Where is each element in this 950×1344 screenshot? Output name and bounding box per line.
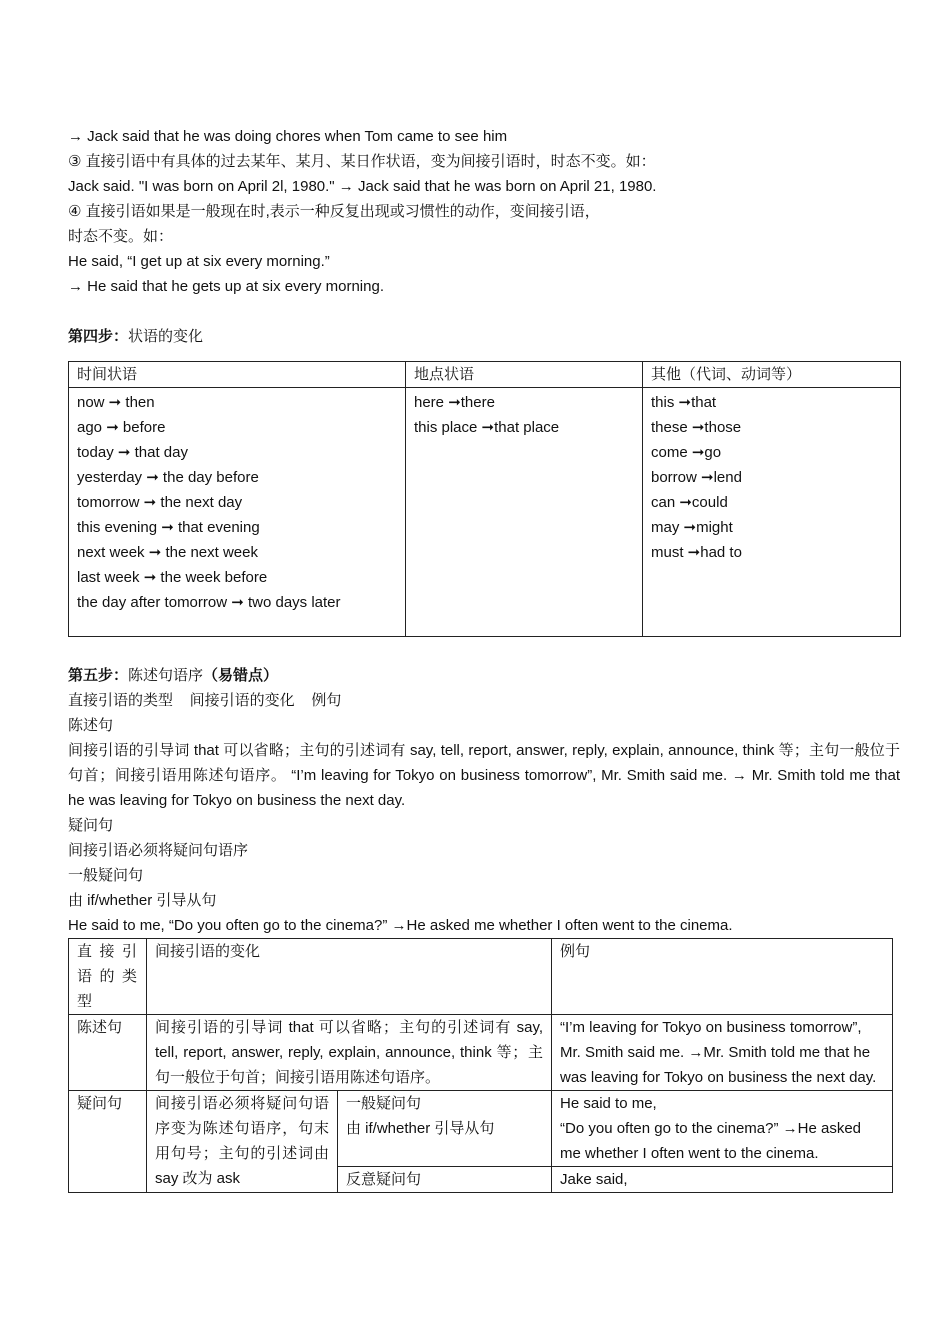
text-paragraph: 间接引语的引导词 that 可以省略；主句的引述词有 say, tell, report, answer, reply, explain, announce, think 等；主句一般位于句首；间接引语用陈述句语序。 “I’m leaving for Tokyo on business tomorrow”, Mr. Smith said me. → Mr. Smith told me that he was leaving for Tokyo on business the next day.	[68, 742, 900, 809]
list-item: the day after tomorrow ➞ two days later	[77, 594, 341, 611]
list-item: borrow ➞lend	[651, 469, 742, 486]
text-line: 疑问句	[68, 817, 114, 834]
list-item: come ➞go	[651, 444, 722, 461]
list-item: this place ➞that place	[414, 419, 560, 436]
text-line: 间接引语必须将疑问句语序	[68, 842, 249, 859]
text-line: 由 if/whether 引导从句	[68, 892, 217, 909]
row-statement-change: 间接引语的引导词 that 可以省略；主句的引述词有 say, tell, report, answer, reply, explain, announce, think 等；主句一般位于句首；间接引语用陈述句语序。	[147, 1015, 552, 1091]
text-line: → He said that he gets up at six every morning.	[68, 278, 384, 295]
header-change: 间接引语的变化	[147, 939, 552, 1015]
list-item: may ➞might	[651, 519, 733, 536]
step5-note: （易错点）	[203, 667, 279, 684]
text-line: 直接引语的类型 间接引语的变化 例句	[68, 692, 342, 709]
example1-a: He said to me,	[560, 1095, 657, 1112]
text-line: He said to me, “Do you often go to the cinema?” →He asked me whether I often went to the cinema.	[68, 917, 733, 934]
text-line: 时态不变。如：	[68, 228, 174, 245]
example1-b: “Do you often go to the cinema?” →He asked me whether I often went to the cinema.	[560, 1120, 862, 1162]
list-item: this evening ➞ that evening	[77, 519, 260, 536]
step4-label: 第四步：	[68, 328, 129, 345]
indirect-speech-table	[68, 938, 893, 1193]
list-item: these ➞those	[651, 419, 742, 436]
text-line: 陈述句	[68, 717, 114, 734]
document-page	[68, 124, 900, 1193]
list-item: must ➞had to	[651, 544, 742, 561]
list-item: this ➞that	[651, 394, 717, 411]
text-line: Jack said. "I was born on April 2l, 1980." → Jack said that he was born on April 21, 1980.	[68, 178, 657, 195]
list-item: today ➞ that day	[77, 444, 188, 461]
row-question-example1	[552, 1091, 893, 1167]
header-time: 时间状语	[69, 362, 406, 388]
row-question-sub1	[338, 1091, 552, 1167]
list-item: ago ➞ before	[77, 419, 166, 436]
header-other: 其他（代词、动词等）	[643, 362, 901, 388]
list-item: next week ➞ the next week	[77, 544, 258, 561]
text-line: → Jack said that he was doing chores when Tom came to see him	[68, 128, 508, 145]
text-line: 一般疑问句	[68, 867, 144, 884]
list-item: now ➞ then	[77, 394, 155, 411]
row-statement-example: “I’m leaving for Tokyo on business tomorrow”, Mr. Smith said me. →Mr. Smith told me that he was leaving for Tokyo on business the next day.	[552, 1015, 893, 1091]
step4-title: 状语的变化	[128, 328, 204, 345]
place-adverbial-cell	[406, 388, 643, 637]
list-item: yesterday ➞ the day before	[77, 469, 259, 486]
list-item: can ➞could	[651, 494, 728, 511]
step4-heading	[68, 324, 900, 349]
text-line: ④ 直接引语如果是一般现在时,表示一种反复出现或习惯性的动作，变间接引语，	[68, 203, 600, 220]
header-place: 地点状语	[406, 362, 643, 388]
adverbial-change-table	[68, 361, 901, 637]
header-example: 例句	[552, 939, 893, 1015]
list-item: last week ➞ the week before	[77, 569, 268, 586]
row-question-sub2: 反意疑问句	[338, 1167, 552, 1193]
list-item: here ➞there	[414, 394, 495, 411]
header-type: 直 接 引 语 的 类 型	[69, 939, 147, 1015]
step5-label: 第五步：	[68, 667, 129, 684]
sub1-title: 一般疑问句	[346, 1095, 422, 1112]
text-line: ③ 直接引语中有具体的过去某年、某月、某日作状语，变为间接引语时，时态不变。如：	[68, 153, 656, 170]
sub1-text: 由 if/whether 引导从句	[346, 1120, 495, 1137]
text-line: He said, “I get up at six every morning.”	[68, 253, 330, 270]
row-statement-type: 陈述句	[69, 1015, 147, 1091]
row-question-type: 疑问句	[69, 1091, 147, 1193]
time-adverbial-cell	[69, 388, 406, 637]
list-item: tomorrow ➞ the next day	[77, 494, 243, 511]
step5-heading	[68, 663, 900, 688]
row-question-example2: Jake said,	[552, 1167, 893, 1193]
other-change-cell	[643, 388, 901, 637]
step5-title: 陈述句语序	[128, 667, 204, 684]
row-question-change: 间接引语必须将疑问句语序变为陈述句语序，句末用句号；主句的引述词由 say 改为 ask	[147, 1091, 338, 1193]
